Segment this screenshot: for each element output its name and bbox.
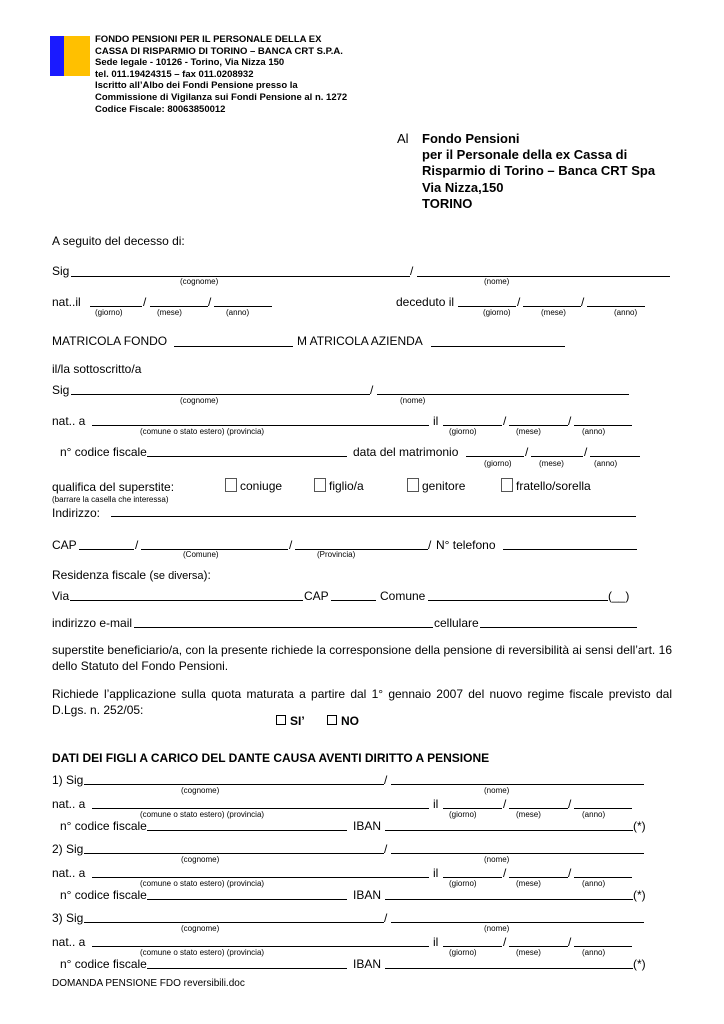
comune-estero-hint: (comune o stato estero) (provincia) (140, 810, 265, 819)
death-year-field[interactable] (587, 306, 645, 307)
child-cognome-field[interactable] (84, 853, 384, 854)
cellulare-label: cellulare (434, 616, 479, 630)
child-sig-label: 1) Sig (52, 773, 84, 787)
recipient-line: Fondo Pensioni (422, 131, 520, 146)
giorno-hint: (giorno) (483, 308, 511, 317)
header-line: FONDO PENSIONI PER IL PERSONALE DELLA EX (95, 34, 322, 45)
mese-hint: (mese) (157, 308, 182, 317)
comune2-field[interactable] (428, 600, 608, 601)
child-cf-label: n° codice fiscale (60, 957, 147, 971)
giorno-hint: (giorno) (449, 879, 477, 888)
mese-hint: (mese) (541, 308, 566, 317)
anno-hint: (anno) (582, 948, 606, 957)
comune-estero-hint: (comune o stato estero) (provincia) (140, 427, 265, 436)
via-label: Via (52, 589, 70, 603)
child-birthplace-field[interactable] (92, 808, 429, 809)
children-title: DATI DEI FIGLI A CARICO DEL DANTE CAUSA AVENTI DIRITTO A PENSIONE (52, 751, 490, 765)
death-month-field[interactable] (523, 306, 581, 307)
anno-hint: (anno) (582, 427, 606, 436)
birth-month-field[interactable] (150, 306, 208, 307)
signer-birth-month-field[interactable] (509, 425, 568, 426)
child-cf-field[interactable] (147, 830, 347, 831)
header-line: Sede legale - 10126 - Torino, Via Nizza 150 (95, 57, 285, 69)
mese-hint: (mese) (539, 459, 564, 468)
child-nat-a-label: nat.. a (52, 797, 86, 811)
child-birth-month-field[interactable] (509, 808, 568, 809)
qualifica-label: qualifica del superstite: (52, 480, 175, 494)
checkbox-icon[interactable] (407, 478, 419, 492)
option-genitore[interactable]: genitore (407, 478, 465, 493)
provincia-hint: (Provincia) (317, 550, 356, 559)
cap-field[interactable] (79, 549, 134, 550)
nome-hint: (nome) (484, 786, 510, 795)
mese-hint: (mese) (516, 879, 541, 888)
comune2-label: Comune (380, 589, 426, 603)
cognome-hint: (cognome) (181, 924, 220, 933)
child-sig-label: 3) Sig (52, 911, 84, 925)
checkbox-icon[interactable] (314, 478, 326, 492)
mese-hint: (mese) (516, 948, 541, 957)
fiscal-regime-paragraph: Richiede l’applicazione sulla quota maturata a partire dal 1° gennaio 2007 del nuovo regime fiscale previsto dal D.Lgs. n. 252/05: (52, 687, 672, 717)
deceduto-il-label: deceduto il (396, 295, 455, 309)
child-sig-label: 2) Sig (52, 842, 84, 856)
child-iban-label: IBAN (353, 888, 382, 902)
anno-hint: (anno) (226, 308, 250, 317)
giorno-hint: (giorno) (484, 459, 512, 468)
recipient-line: TORINO (422, 195, 473, 211)
cellulare-field[interactable] (480, 627, 637, 628)
signer-birthplace-field[interactable] (92, 425, 429, 426)
child-birthplace-field[interactable] (92, 877, 429, 878)
header-line: Iscritto all’Albo dei Fondi Pensione presso la (95, 80, 298, 92)
signer-nome-field[interactable] (377, 394, 629, 395)
header-line: Commissione di Vigilanza sui Fondi Pensione al n. 1272 (95, 91, 348, 103)
matricola-fondo-field[interactable] (174, 346, 293, 347)
il-label: il (433, 935, 439, 949)
giorno-hint: (giorno) (95, 308, 123, 317)
mese-hint: (mese) (516, 427, 541, 436)
marriage-month-field[interactable] (531, 456, 583, 457)
deceased-cognome-field[interactable] (71, 276, 410, 277)
signer-nat-a-label: nat.. a (52, 414, 86, 428)
nome-hint: (nome) (484, 277, 510, 286)
checkbox-icon[interactable] (225, 478, 237, 492)
child-nat-a-label: nat.. a (52, 866, 86, 880)
child-cf-field[interactable] (147, 899, 347, 900)
option-coniuge[interactable]: coniuge (225, 478, 282, 493)
nome-hint: (nome) (400, 396, 426, 405)
giorno-hint: (giorno) (449, 948, 477, 957)
email-field[interactable] (134, 627, 433, 628)
option-no[interactable]: NO (327, 714, 359, 728)
matricola-azienda-label: M ATRICOLA AZIENDA (297, 334, 423, 348)
child-iban-field[interactable] (385, 968, 633, 969)
child-cf-field[interactable] (147, 968, 347, 969)
child-birthplace-field[interactable] (92, 946, 429, 947)
child-cognome-field[interactable] (84, 922, 384, 923)
cognome-hint: (cognome) (181, 786, 220, 795)
marriage-day-field[interactable] (466, 456, 524, 457)
anno-hint: (anno) (582, 879, 606, 888)
option-si[interactable]: SI’ (276, 714, 305, 728)
signer-cf-label: n° codice fiscale (60, 445, 147, 459)
child-nome-field[interactable] (391, 853, 644, 854)
signer-cf-field[interactable] (147, 456, 347, 457)
giorno-hint: (giorno) (449, 810, 477, 819)
indirizzo-label: Indirizzo: (52, 506, 101, 520)
nome-hint: (nome) (484, 855, 510, 864)
cap2-field[interactable] (331, 600, 376, 601)
header-line: tel. 011.19424315 – fax 011.0208932 (95, 68, 254, 80)
recipient-line: Via Nizza,150 (422, 179, 504, 195)
deceased-nat-il-label: nat..il (52, 295, 81, 309)
child-birth-day-field[interactable] (443, 808, 502, 809)
birth-day-field[interactable] (90, 306, 142, 307)
child-birth-month-field[interactable] (509, 946, 568, 947)
via-field[interactable] (70, 600, 303, 601)
provincia2-field[interactable]: (__) (608, 589, 630, 603)
barrare-hint: (barrare la casella che interessa) (52, 495, 169, 504)
recipient-line: Risparmio di Torino – Banca CRT Spa (422, 163, 656, 179)
telefono-field[interactable] (503, 549, 637, 550)
provincia-field[interactable] (295, 549, 428, 550)
email-label: indirizzo e-mail (52, 616, 133, 630)
cap2-label: CAP (304, 589, 329, 603)
request-paragraph: superstite beneficiario/a, con la presente richiede la corresponsione della pensione di reversibilità ai sensi dell’art. 16 dello Statuto del Fondo Pensioni. (52, 643, 672, 673)
recipient-al: Al (397, 131, 409, 146)
cognome-hint: (cognome) (180, 396, 219, 405)
asterisk-note: (*) (633, 819, 646, 833)
recipient-address (422, 131, 655, 212)
checkbox-icon[interactable] (327, 715, 337, 725)
telefono-label: N° telefono (436, 538, 496, 552)
anno-hint: (anno) (614, 308, 638, 317)
nome-hint: (nome) (484, 924, 510, 933)
death-day-field[interactable] (458, 306, 516, 307)
child-cognome-field[interactable] (84, 784, 384, 785)
anno-hint: (anno) (594, 459, 618, 468)
cognome-hint: (cognome) (180, 277, 219, 286)
signer-birth-year-field[interactable] (574, 425, 632, 426)
signer-sig-label: Sig (52, 383, 70, 397)
signer-birth-day-field[interactable] (443, 425, 502, 426)
header-block (95, 34, 347, 115)
child-iban-label: IBAN (353, 819, 382, 833)
comune-estero-hint: (comune o stato estero) (provincia) (140, 948, 265, 957)
child-cf-label: n° codice fiscale (60, 888, 147, 902)
logo-yellow-block (64, 36, 90, 76)
footer-filename: DOMANDA PENSIONE FDO reversibili.doc (52, 978, 245, 989)
deceased-intro: A seguito del decesso di: (52, 234, 185, 248)
il-label: il (433, 866, 439, 880)
giorno-hint: (giorno) (449, 427, 477, 436)
matricola-fondo-label: MATRICOLA FONDO (52, 334, 168, 348)
option-fratello[interactable]: fratello/sorella (501, 478, 591, 493)
marriage-year-field[interactable] (590, 456, 640, 457)
child-birth-year-field[interactable] (574, 877, 632, 878)
child-birth-day-field[interactable] (443, 946, 502, 947)
signer-intro: il/la sottoscritto/a (52, 362, 142, 376)
checkbox-icon[interactable] (276, 715, 286, 725)
child-birth-year-field[interactable] (574, 808, 632, 809)
cognome-hint: (cognome) (181, 855, 220, 864)
residenza-label: Residenza fiscale (se diversa): (52, 568, 211, 582)
cap-label: CAP (52, 538, 77, 552)
logo-blue-block (50, 36, 64, 76)
child-birth-month-field[interactable] (509, 877, 568, 878)
header-line: Codice Fiscale: 80063850012 (95, 103, 226, 115)
asterisk-note: (*) (633, 888, 646, 902)
signer-cognome-field[interactable] (71, 394, 370, 395)
child-nat-a-label: nat.. a (52, 935, 86, 949)
il-label: il (433, 414, 439, 428)
child-iban-field[interactable] (385, 830, 633, 831)
comune-hint: (Comune) (183, 550, 219, 559)
mese-hint: (mese) (516, 810, 541, 819)
child-birth-day-field[interactable] (443, 877, 502, 878)
birth-year-field[interactable] (214, 306, 272, 307)
indirizzo-field[interactable] (111, 516, 636, 517)
child-nome-field[interactable] (391, 922, 644, 923)
header-line: CASSA DI RISPARMIO DI TORINO – BANCA CRT S.P.A. (95, 45, 343, 57)
child-cf-label: n° codice fiscale (60, 819, 147, 833)
child-nome-field[interactable] (391, 784, 644, 785)
il-label: il (433, 797, 439, 811)
recipient-line: per il Personale della ex Cassa di (422, 147, 628, 163)
comune-estero-hint: (comune o stato estero) (provincia) (140, 879, 265, 888)
deceased-sig-label: Sig (52, 264, 70, 278)
child-iban-label: IBAN (353, 957, 382, 971)
data-matrimonio-label: data del matrimonio (353, 445, 459, 459)
deceased-nome-field[interactable] (417, 276, 670, 277)
child-iban-field[interactable] (385, 899, 633, 900)
matricola-azienda-field[interactable] (431, 346, 565, 347)
checkbox-icon[interactable] (501, 478, 513, 492)
anno-hint: (anno) (582, 810, 606, 819)
asterisk-note: (*) (633, 957, 646, 971)
option-figlio[interactable]: figlio/a (314, 478, 364, 493)
child-birth-year-field[interactable] (574, 946, 632, 947)
